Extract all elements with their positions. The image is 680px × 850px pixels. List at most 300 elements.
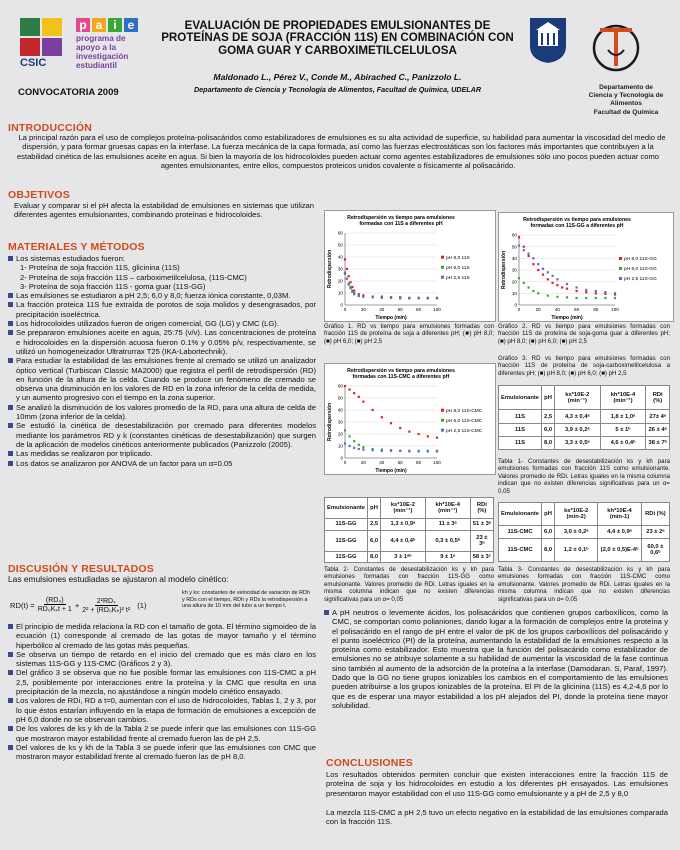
data-point — [542, 274, 544, 276]
table-cell: 4,6 ± 0,4ᵇ — [600, 436, 646, 449]
data-point — [348, 275, 350, 277]
data-point — [344, 443, 346, 445]
y-tick-label: 10 — [511, 290, 517, 296]
data-point — [381, 297, 383, 299]
data-point — [408, 297, 410, 299]
eq-fraction — [82, 597, 130, 614]
table-cell: 1,3 ± 0,9ᵃ — [381, 519, 426, 530]
chart-title-line: formadas con 11S-CMC a diferentes pH — [352, 374, 450, 380]
legend-label: pH 2,5 11S — [446, 275, 470, 281]
data-point — [346, 268, 348, 270]
chart-title-line: Retrodispersión vs tiempo para emulsiones — [347, 368, 455, 374]
list-item: Para estudiar la estabilidad de las emulsiones frente al cremado se utilizó un analizador óptico vertical (Turbiscan Classic MA2000) que registra el perfil de retrodispersión (RD) en función de la altura de la celda. Cuando se produce un fenómeno de cremado se observa una disminución en los valores de RD en la zona inferior de la celda de medida, y un aumento progresivo con el tiempo en la zona superior. — [8, 356, 316, 402]
eq-lhs: RD(t) = — [10, 600, 35, 610]
chart-title-line: formadas con 11S a diferentes pH — [359, 221, 443, 227]
discusion-right-text — [324, 608, 668, 710]
data-point — [523, 282, 525, 284]
table-cell: 11 ± 3ᵃ — [425, 519, 470, 530]
data-point — [518, 277, 520, 279]
caption-graph-2: Gráfico 2. RD vs tiempo para emulsiones formadas con fracción 11S de proteína de soja-goma guar a diferentes pH; (■) pH 8,0; (■) pH 6,0; (■) pH 2,5 — [498, 323, 670, 345]
data-point — [358, 444, 360, 446]
x-tick-label: 0 — [343, 307, 347, 312]
data-point — [353, 392, 355, 394]
data-point — [349, 435, 351, 437]
data-point — [576, 286, 578, 288]
data-point — [595, 292, 597, 294]
data-point — [348, 284, 350, 286]
caption-graph-3: Gráfico 3. RD vs tiempo para emulsiones formadas con fracción 11S de proteína de soja-carboximetilcelulosa a diferentes pH; (■) pH 8,0; (■) pH 6,0; (■) pH 2,5 — [498, 355, 670, 377]
table-cell: 5 ± 1ᵇ — [600, 423, 646, 436]
data-point — [353, 447, 355, 449]
data-point — [537, 269, 539, 271]
table-header-row — [499, 503, 670, 526]
caption-graph-1: Gráfico 1. RD vs tiempo para emulsiones formadas con fracción 11S de proteína de soja a diferentes pH; (■) pH 8,0; (■) pH 6,0; (■) pH 2,5 — [324, 323, 494, 345]
data-point — [585, 291, 587, 293]
table-row — [499, 410, 670, 423]
column-header: ks*10E-2 (min⁻¹) — [555, 386, 600, 410]
x-tick-label: 40 — [379, 307, 385, 312]
column-header: ks*10E-2 (min-2) — [555, 503, 598, 526]
data-point — [547, 278, 549, 280]
y-tick-label: 50 — [511, 244, 517, 250]
data-point — [523, 249, 525, 251]
poster-affiliation: Departamento de Ciencia y Tecnología de Alimentos, Facultad de Química, UDELAR — [193, 85, 482, 94]
column-header: pH — [542, 386, 555, 410]
table-cell: 3 ± 1ᵃᵇ — [381, 551, 426, 562]
list-item: Se analizó la disminución de los valores promedio de la RD, para una altura de celda de 10mm (zona inferior de la celda). — [8, 403, 316, 422]
legend-swatch — [441, 276, 444, 279]
y-tick-label: 10 — [337, 290, 343, 296]
y-axis-label: Retrodispersión — [501, 250, 507, 290]
column-header: Emulsionante — [499, 386, 542, 410]
dept-logo-text: Departamento de Ciencia y Tecnología de Alimentos — [588, 84, 664, 107]
data-point — [362, 401, 364, 403]
legend-label: pH 8,0 11S-CMC — [446, 408, 483, 414]
column-header: RDi (%) — [646, 386, 670, 410]
data-point — [552, 282, 554, 284]
data-point — [523, 246, 525, 248]
chart-2 — [498, 212, 674, 322]
discusion-list — [8, 622, 316, 761]
conclusiones-heading: CONCLUSIONES — [326, 757, 413, 769]
data-point — [585, 297, 587, 299]
data-point — [566, 288, 568, 290]
legend-label: pH 6,0 11S-CMC — [446, 418, 483, 424]
convocatoria: CONVOCATORIA 2009 — [18, 87, 119, 98]
table-cell: (2,0 ± 0,5)E-4ᵇ — [598, 538, 642, 561]
legend-swatch — [619, 277, 622, 280]
dept-logo — [586, 18, 646, 74]
system-item: 2- Proteína de soja fracción 11S – carboximetilcelulosa, (11S-CMC) — [20, 272, 247, 282]
y-tick-label: 60 — [337, 383, 343, 389]
table-1 — [498, 385, 670, 450]
discusion-heading: DISCUSIÓN Y RESULTADOS — [8, 563, 154, 575]
table-cell: 60,0 ± 0,6ᵇ — [641, 538, 669, 561]
column-header: kh*10E-4 (min⁻¹) — [600, 386, 646, 410]
list-item: El principio de medida relaciona la RD con el tamaño de gota. El término sigmoideo de la ecuación (1) corresponde al cremado de las gotas de mayor tamaño y el término hiperbólico al cremado de las gotas más pequeñas. — [8, 622, 316, 650]
data-point — [436, 450, 438, 452]
y-tick-label: 0 — [514, 302, 517, 308]
y-tick-label: 30 — [337, 419, 343, 425]
table-cell: 4,4 ± 0,9ᵃ — [598, 526, 642, 539]
list-item: Se observa un tiempo de retardo en el inicio del cremado que es más claro en los sistemas 11S-GG y 11S-CMC (Gráficos 2 y 3). — [8, 650, 316, 669]
table-cell: 8,0 — [542, 436, 555, 449]
csic-label: CSIC — [20, 57, 47, 69]
x-tick-label: 0 — [343, 460, 347, 465]
data-point — [418, 450, 420, 452]
list-item: Se estudió la cinética de desestabilización por cremado para diferentes modelos mediante los parámetros RD y k (constantes cinéticas de desestabilización) que surgen de la aplicación de modelos cinéticos anteriormente publicados (Panizzolo (2005). — [8, 421, 316, 449]
paie-letter: p — [76, 18, 90, 32]
data-point — [399, 427, 401, 429]
conclusiones-text-1: Los resultados obtenidos permiten concluir que existen interacciones entre la fracción 11S de proteína de soja y los hidrocoloides en estudio a los diferentes pH ensayados. Las emulsiones presentaron mayor estabilidad con el uso 11S-GG como emulsionante y a pH de 2,5 y 8,0 — [326, 770, 668, 798]
data-point — [518, 236, 520, 238]
y-tick-label: 40 — [511, 255, 517, 261]
column-header: Emulsionante — [325, 498, 368, 519]
legend-label: pH 8,0 11S — [446, 255, 470, 261]
csic-logo — [20, 18, 66, 69]
chart-title-line: Retrodispersión vs tiempo para emulsiones — [347, 215, 455, 221]
table-cell: 2,5 — [368, 519, 381, 530]
list-item: Las emulsiones se estudiaron a pH 2,5; 6,0 y 8,0; fuerza iónica constante, 0,03M. — [8, 291, 316, 300]
table-cell: 3,9 ± 0,2ᵃ — [555, 423, 600, 436]
x-tick-label: 40 — [554, 307, 560, 312]
x-tick-label: 20 — [360, 307, 366, 312]
paie-letter: a — [92, 18, 106, 32]
column-header: kh*10E-4 (min⁻¹) — [425, 498, 470, 519]
data-point — [604, 297, 606, 299]
data-point — [556, 284, 558, 286]
data-point — [614, 292, 616, 294]
table-cell: 11S-CMC — [499, 526, 542, 539]
data-point — [556, 278, 558, 280]
data-point — [344, 272, 346, 274]
intro-text: La principal razón para el uso de complejos proteína-polisacáridos como estabilizadores de emulsiones es su alta actividad de superficie, su habilidad para aumentar la viscosidad del medio de dispersión, y para formar gruesas capas en la interfase. La fuerza mecánica de la capa formada, así como las fuerzas electrostáticas son los factores más importantes que contribuyen a la estabilidad cinética de las emulsiones aceite en agua. Si bien la mayoría de los hidrocoloides pueden actuar como agentes estabilizadores de emulsiones sólo uno pocos pueden actuar como agentes emulsionantes, entre ellos, compuestos proteicos unidos covalente o físicamente al polisacárido. — [16, 133, 666, 170]
data-point — [381, 416, 383, 418]
x-tick-label: 40 — [379, 460, 385, 465]
table-cell: 3,3 ± 0,5ᵃ — [555, 436, 600, 449]
data-point — [344, 258, 346, 260]
column-header: RDi (%) — [641, 503, 669, 526]
legend-label: pH 8,0 11S-GG — [624, 257, 657, 263]
legend-swatch — [441, 256, 444, 259]
data-point — [532, 263, 534, 265]
data-point — [353, 440, 355, 442]
list-item: A pH neutros o levemente ácidos, los polisacáridos que contienen grupos carboxílicos, como la CMC, se comportan como polianiones, dando lugar a la formación de complejos entre la proteína y el polisacárido en el rango de pH entre el valor de pK de los grupos carboxílicos del polisacárido y el punto isoeléctrico (PI) de la proteína, aumentando la estabilidad de la emulsiones respecto a la proteína como estabilizador. Esto muestra que la función del polisacárido como estabilizador de emulsiones no se atribuye solamente a su habilidad de aumentar la viscosidad de la fase continua sino también al aumento de la adsorción de la proteína a la interfase (Damodaran. S, Paraf, 1997). Dado que la GG no tiene grupos ionizables los cambios en el comportamiento de las emulsiones pueden atribuirse a los grupos ionizables de la proteína. El PI de la glicinina (11S) es 4,2-4,6 por lo que es de esperar una mayor estabilidad a los pH alejados del PI, donde la proteína tiene mayor solubilidad. — [324, 608, 668, 710]
data-point — [528, 255, 530, 257]
x-axis-label: Tiempo (min) — [375, 468, 407, 474]
data-point — [427, 435, 429, 437]
table-cell: 58 ± 3ᶜ — [470, 551, 493, 562]
data-point — [358, 448, 360, 450]
data-point — [408, 431, 410, 433]
data-point — [556, 296, 558, 298]
y-tick-label: 10 — [337, 443, 343, 449]
column-header: pH — [542, 503, 555, 526]
data-point — [349, 389, 351, 391]
data-point — [372, 449, 374, 451]
x-tick-label: 80 — [416, 460, 422, 465]
table-row — [499, 436, 670, 449]
data-point — [561, 286, 563, 288]
chart-title-line: formadas con 11S-GG a diferentes pH — [530, 223, 624, 229]
column-header: pH — [368, 498, 381, 519]
table-cell: 3,0 ± 0,2ᵃ — [555, 526, 598, 539]
list-item: Las medidas se realizaron por triplicado. — [8, 449, 316, 458]
table-row — [499, 526, 670, 539]
table-cell: 8,0 — [542, 538, 555, 561]
data-point — [408, 450, 410, 452]
x-tick-label: 80 — [593, 307, 599, 312]
data-point — [351, 291, 353, 293]
table-cell: 51 ± 3ᵃ — [470, 519, 493, 530]
data-point — [537, 292, 539, 294]
objetivos-heading: OBJETIVOS — [8, 189, 70, 201]
data-point — [604, 291, 606, 293]
eq-fraction — [38, 597, 72, 613]
data-point — [358, 295, 360, 297]
y-tick-label: 60 — [337, 230, 343, 236]
x-tick-label: 60 — [574, 307, 580, 312]
data-point — [528, 253, 530, 255]
table-row — [325, 551, 494, 562]
eq-note: kh y ks: constantes de velocidad de variación de RDh y RDs con el tiempo, RDh y RDs la retrodispersión a una altura de 10 mm del tubo a un tiempo t. — [182, 590, 310, 609]
data-point — [532, 257, 534, 259]
paie-letter: i — [108, 18, 122, 32]
legend-swatch — [619, 267, 622, 270]
data-point — [372, 296, 374, 298]
x-tick-label: 80 — [416, 307, 422, 312]
chart-title-line: Retrodispersión vs tiempo para emulsiones — [523, 217, 631, 223]
table-cell: 0,3 ± 0,5ᵇ — [425, 530, 470, 551]
data-point — [595, 297, 597, 299]
poster-authors: Maldonado L., Pérez V., Conde M., Abirached C., Panizzolo L. — [213, 72, 462, 82]
x-tick-label: 60 — [397, 307, 403, 312]
data-point — [390, 297, 392, 299]
data-point — [344, 429, 346, 431]
y-tick-label: 30 — [511, 267, 517, 273]
paie-logo — [76, 18, 146, 70]
eq-plus: + — [74, 600, 80, 610]
caption-table-2: Tabla 2- Constantes de desestabilización ks y kh para emulsiones formadas con fracción 11S-GG como emulsionante. Valores promedio de RDi. Letras iguales en la misma columna indican que no existen diferencias significativas para un α= 0,05 — [324, 566, 494, 603]
caption-table-3: Tabla 3- Constantes de desestabilización ks y kh para emulsiones formadas con fracción 11S-CMC como emulsionante. Valores promedio de RDi. Letras iguales en la misma columna indican que no existen diferencias significativas para un α= 0,05 — [498, 566, 670, 603]
table-cell: 11S — [499, 436, 542, 449]
data-point — [346, 278, 348, 280]
data-point — [542, 268, 544, 270]
y-tick-label: 40 — [337, 254, 343, 260]
eq-number: (1) — [137, 600, 147, 610]
data-point — [532, 290, 534, 292]
legend-swatch — [619, 257, 622, 260]
chart-title — [347, 215, 455, 227]
x-axis-label: Tiempo (min) — [551, 315, 583, 321]
legend-label: pH 2,5 11S-GG — [624, 277, 657, 283]
data-point — [399, 297, 401, 299]
data-point — [528, 286, 530, 288]
y-tick-label: 20 — [337, 278, 343, 284]
y-tick-label: 0 — [340, 455, 343, 461]
list-item-text: Los sistemas estudiados fueron: — [16, 254, 125, 263]
paie-letter: e — [124, 18, 138, 32]
table-cell: 11S-GG — [325, 519, 368, 530]
data-point — [547, 295, 549, 297]
data-point — [344, 385, 346, 387]
data-point — [427, 297, 429, 299]
chart-title — [523, 217, 631, 229]
table-cell: 6,0 — [368, 530, 381, 551]
table-cell: 23 ± 2ᵃ — [641, 526, 669, 539]
data-point — [576, 297, 578, 299]
chart-1 — [324, 210, 496, 322]
data-point — [614, 297, 616, 299]
legend-swatch — [441, 266, 444, 269]
column-header: RDi (%) — [470, 498, 493, 519]
table-header-row — [499, 386, 670, 410]
table-cell: 23 ± 3ᵇ — [470, 530, 493, 551]
table-cell: 27± 4ᵃ — [646, 410, 670, 423]
table-cell: 6,0 — [542, 423, 555, 436]
table-2 — [324, 497, 494, 563]
list-item: Los hidrocoloides utilizados fueron de origen comercial, GG (LG) y CMC (LG). — [8, 319, 316, 328]
list-item: Se prepararon emulsiones aceite en agua, 25:75 (v/v). Las concentraciones de proteína e hidrocoloides en la dispersión acuosa fueron 0.1% y 0.05% p/v, respectivamente, se utilizó un homogeneizador Ultratrurrax T25 (IKA-Labortechnik). — [8, 328, 316, 356]
table-header-row — [325, 498, 494, 519]
table-3 — [498, 502, 670, 562]
y-tick-label: 20 — [337, 431, 343, 437]
legend-swatch — [441, 429, 444, 432]
table-cell: 4,3 ± 0,4ᵃ — [555, 410, 600, 423]
column-header: ks*10E-2 (min⁻¹) — [381, 498, 426, 519]
table-row — [499, 538, 670, 561]
chart-1-svg — [325, 211, 495, 321]
table-cell: 11S-GG — [325, 530, 368, 551]
discusion-intro: Las emulsiones estudiadas se ajustaron al modelo cinético: — [8, 574, 229, 584]
table-cell: 11S — [499, 410, 542, 423]
y-axis-label: Retrodispersión — [327, 402, 333, 442]
chart-3-svg — [325, 364, 495, 474]
table-cell: 9 ± 1ᵃ — [425, 551, 470, 562]
data-point — [390, 450, 392, 452]
data-point — [436, 437, 438, 439]
data-point — [595, 290, 597, 292]
data-point — [362, 446, 364, 448]
paie-text: programa de apoyo a la investigación estudiantil — [76, 34, 129, 70]
intro-heading: INTRODUCCIÓN — [8, 122, 93, 134]
legend-label: pH 6,0 11S — [446, 265, 470, 271]
table-cell: 38 ± 7ᵇ — [646, 436, 670, 449]
eq-den: RD₀Kₛt + 1 — [37, 606, 72, 613]
x-tick-label: 60 — [397, 460, 403, 465]
y-tick-label: 0 — [340, 302, 343, 308]
x-tick-label: 20 — [360, 460, 366, 465]
column-header: kh*10E-4 (min-1) — [598, 503, 642, 526]
legend-swatch — [441, 419, 444, 422]
table-cell: 1,2 ± 0,1ᵇ — [555, 538, 598, 561]
data-point — [566, 283, 568, 285]
data-point — [399, 450, 401, 452]
table-cell: 2,5 — [542, 410, 555, 423]
list-item: Del gráfico 3 se observa que no fue posible formar las emulsiones con 11S-CMC a pH 2,5, posiblemente por interacciones entre la proteína y la CMC que resulta en una precipitación de la mezcla, no ajustándose a ningún modelo cinético ensayado. — [8, 668, 316, 696]
data-point — [537, 263, 539, 265]
list-item — [8, 254, 316, 291]
y-tick-label: 40 — [337, 407, 343, 413]
x-tick-label: 100 — [433, 307, 441, 312]
table-cell: 11S-CMC — [499, 538, 542, 561]
eq-den: 2² + (RD₀Kₕ)² t² — [82, 606, 131, 614]
y-tick-label: 50 — [337, 395, 343, 401]
x-tick-label: 100 — [611, 307, 619, 312]
table-cell: 8,0 — [368, 551, 381, 562]
conclusiones-text-2: La mezcla 11S-CMC a pH 2,5 tuvo un efecto negativo en la estabilidad de las emulsiones comparada con la fracción 11S. — [326, 808, 668, 827]
data-point — [362, 296, 364, 298]
materiales-heading: MATERIALES Y MÉTODOS — [8, 241, 145, 253]
data-point — [372, 409, 374, 411]
data-point — [547, 271, 549, 273]
kinetic-equation — [10, 590, 180, 620]
table-cell: 11S — [499, 423, 542, 436]
x-tick-label: 100 — [433, 460, 441, 465]
data-point — [349, 287, 351, 289]
data-point — [585, 289, 587, 291]
x-tick-label: 0 — [517, 307, 521, 312]
list-item: La fracción proteica 11S fue extraída de porotos de soja molidos y desengrasados, por precipitación isoeléctrica. — [8, 300, 316, 319]
list-item: Los datos se analizaron por ANOVA de un factor para un α=0.05 — [8, 459, 316, 468]
table-cell: 4,4 ± 0,4ᵇ — [381, 530, 426, 551]
table-cell: 1,8 ± 1,0ᵃ — [600, 410, 646, 423]
data-point — [576, 290, 578, 292]
data-point — [390, 422, 392, 424]
legend-label: pH 6,0 11S-GG — [624, 267, 657, 273]
chart-title — [347, 368, 455, 380]
data-point — [436, 297, 438, 299]
chart-2-svg — [499, 213, 673, 321]
poster-title: EVALUACIÓN DE PROPIEDADES EMULSIONANTES DE PROTEÍNAS DE SOJA (FRACCIÓN 11S) EN COMBINACIÓN CON GOMA GUAR Y CARBOXIMETILCELULOSA — [161, 19, 514, 57]
x-axis-label: Tiempo (min) — [375, 315, 407, 321]
x-tick-label: 20 — [535, 307, 541, 312]
data-point — [566, 296, 568, 298]
data-point — [518, 244, 520, 246]
table-cell: 11S-GG — [325, 551, 368, 562]
data-point — [349, 445, 351, 447]
caption-table-1: Tabla 1- Constantes de desestabilización ks y kh para emulsiones formadas con fracción 11S como emulsionante. Valores promedio de RDi. Letras iguales en la misma columna indican que no existen diferencias significativas para un α= 0,05 — [498, 458, 670, 495]
y-tick-label: 60 — [511, 232, 517, 238]
system-item: 1- Proteína de soja fracción 11S, glicinina (11S) — [20, 263, 180, 273]
y-axis-label: Retrodispersión — [327, 249, 333, 289]
data-point — [552, 275, 554, 277]
system-item: 3- Proteína de soja fracción 11S - goma guar (11S-GG) — [20, 281, 206, 291]
column-header: Emulsionante — [499, 503, 542, 526]
y-tick-label: 50 — [337, 242, 343, 248]
list-item: Del valores de ks y kh de la Tabla 3 se puede inferir que las emulsiones con CMC que mostraron mayor estabilidad frente al cremado fueron las de pH 8,0. — [8, 743, 316, 762]
list-item: Los valores de RDi, RD a t=0, aumentan con el uso de hidrocoloides, Tablas 1, 2 y 3, por lo que éstos estarían influyendo en la etapa de formación de emulsiones a excepción de pH 6,0 donde no se observan cambios. — [8, 696, 316, 724]
data-point — [381, 450, 383, 452]
objetivos-text: Evaluar y comparar si el pH afecta la estabilidad de emulsiones en sistemas que utilizan diferentes agentes emulsionantes, combinando proteínas e hidrocoloides. — [14, 201, 314, 220]
data-point — [427, 450, 429, 452]
udelar-logo — [528, 16, 568, 64]
table-row — [325, 519, 494, 530]
chart-3 — [324, 363, 496, 475]
data-point — [362, 449, 364, 451]
table-row — [325, 530, 494, 551]
materiales-list — [8, 254, 316, 468]
faculty-text: Facultad de Química — [593, 109, 659, 116]
table-cell: 6,0 — [542, 526, 555, 539]
table-cell: 26 ± 4ᵃ — [646, 423, 670, 436]
data-point — [418, 297, 420, 299]
legend-swatch — [441, 409, 444, 412]
y-tick-label: 30 — [337, 266, 343, 272]
data-point — [353, 293, 355, 295]
data-point — [358, 396, 360, 398]
table-row — [499, 423, 670, 436]
